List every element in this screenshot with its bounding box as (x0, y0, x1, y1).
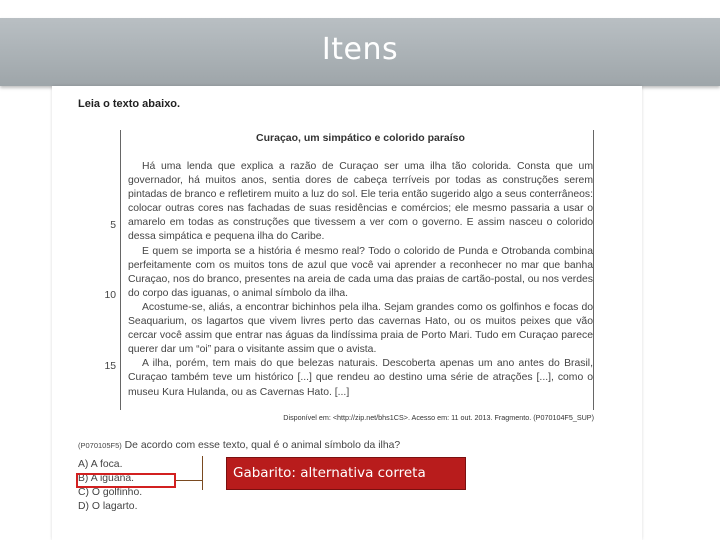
line-number: 15 (104, 361, 116, 372)
line-number: 5 (110, 220, 116, 231)
question-text: De acordo com esse texto, qual é o animal símbolo da ilha? (124, 440, 401, 451)
left-border-line (120, 130, 121, 410)
callout-connector-vertical (202, 456, 203, 490)
callout-connector (176, 480, 202, 481)
option-a: A) A foca. (78, 459, 123, 470)
paragraph: A ilha, porém, tem mais do que belezas naturais. Descoberta apenas um ano antes do Brasil, Curaçao também teve um histórico [...] que rendeu ao destino uma série de atrações [...], como o museu Kura Hulanda, ou as Cavernas Hato. [...] (128, 358, 593, 398)
top-strip (0, 0, 720, 18)
answer-callout: Gabarito: alternativa correta (226, 457, 466, 490)
question-code: (P070105F5) (78, 441, 122, 450)
slide-title: Itens (321, 32, 399, 67)
source-citation: Disponível em: <http://zip.net/bhs1CS>. Acesso em: 11 out. 2013. Fragmento. (P070104F5_SUP) (283, 413, 594, 422)
article-body (128, 160, 593, 400)
instruction-text: Leia o texto abaixo. (78, 98, 181, 110)
option-c: C) O golfinho. (78, 487, 143, 498)
paragraph: Há uma lenda que explica a razão de Curaçao ser uma ilha tão colorida. Consta que um governador, há muitos anos, sentia dores de cabeça terríveis por todas as construções serem pintadas de branco e refletirem muito a luz do sol. Ele teria então sugerido algo a seus conterrâneos: colocar outras cores nas fachadas de suas residências e comércios; ele mesmo passaria a usar o amarelo em todas as construções que tivessem a ver com o governo. E assim nasceu o colorido dessa simpática e pequena ilha do Caribe. (128, 161, 593, 243)
article-title: Curaçao, um simpático e colorido paraíso (256, 132, 465, 144)
correct-option-highlight (76, 473, 176, 488)
paragraph: E quem se importa se a história é mesmo real? Todo o colorido de Punda e Otrobanda combina perfeitamente com os muitos tons de azul que você vai aprender a reconhecer no mar que banha Curaçao, nos do branco, presentes na areia de cada uma das praias de cartão-postal, ou nos verdes do corpo das iguanas, o animal símbolo da ilha. (128, 245, 593, 299)
title-banner (0, 18, 720, 86)
question (78, 440, 638, 451)
line-number: 10 (104, 290, 116, 301)
right-border-line (593, 130, 594, 410)
paragraph: Acostume-se, aliás, a encontrar bichinhos pela ilha. Sejam grandes como os golfinhos e focas do Seaquarium, os lagartos que vivem livres perto das cavernas Hato, ou os muitos peixes que vão cercar você assim que entrar nas águas da lindíssima praia de Porto Mari. Tudo em Curaçao parece querer dar um “oi” para o visitante assim que o avista. (128, 301, 593, 356)
option-b: B) A iguana. (78, 473, 135, 484)
option-d: D) O lagarto. (78, 501, 138, 512)
